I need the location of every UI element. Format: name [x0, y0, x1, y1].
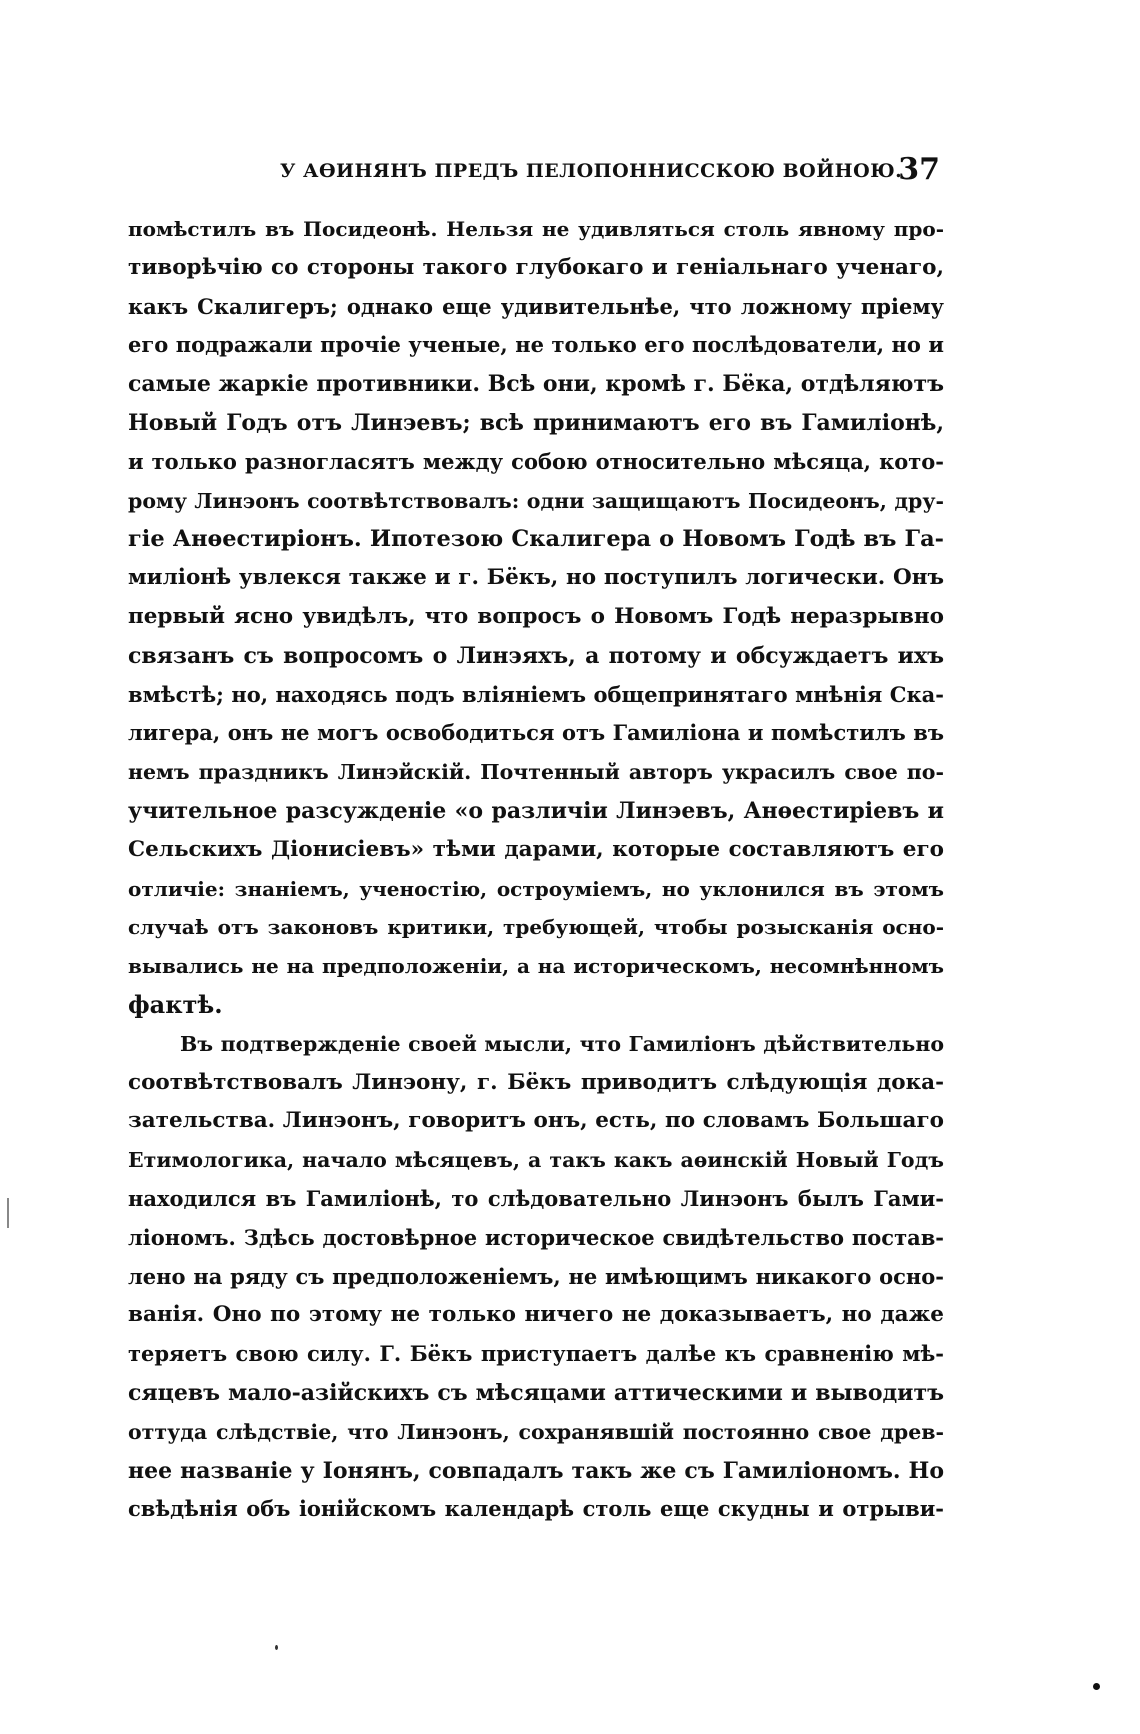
text-line: гіе Анѳестиріонъ. Ипотезою Скалигера о Новомъ Годѣ въ Га-: [128, 526, 944, 553]
scan-margin-mark: [7, 1198, 9, 1228]
text-line: ванія. Оно по этому не только ничего не доказываетъ, но даже: [128, 1302, 944, 1328]
text-line: Етимологика, начало мѣсяцевъ, а такъ какъ аѳинскій Новый Годъ: [128, 1148, 944, 1173]
text-line: помѣстилъ въ Посидеонѣ. Нельзя не удивляться столь явному про-: [128, 217, 944, 241]
running-title: У АѲИНЯНЪ ПРЕДЪ ПЕЛОПОННИССКОЮ ВОЙНОЮ.: [280, 160, 903, 182]
text-line: тиворѣчію со стороны такого глубокаго и геніальнаго ученаго,: [128, 254, 944, 280]
body-text: [128, 210, 944, 1529]
text-line: фактѣ.: [128, 989, 223, 1019]
text-line: оттуда слѣдствіе, что Линэонъ, сохранявшій постоянно свое древ-: [128, 1419, 944, 1444]
text-line: Новый Годъ отъ Линэевъ; всѣ принимаютъ его въ Гамиліонѣ,: [128, 409, 944, 436]
text-line: вывались не на предположеніи, а на историческомъ, несомнѣнномъ: [128, 954, 944, 979]
text-line: зательства. Линэонъ, говоритъ онъ, есть, по словамъ Большаго: [128, 1108, 944, 1134]
page-header: [280, 152, 940, 192]
text-line: отличіе: знаніемъ, ученостію, остроуміемъ, но уклонился въ этомъ: [128, 876, 944, 901]
text-line: учительное разсужденіе «о различіи Линэевъ, Анѳестиріевъ и: [128, 797, 944, 824]
text-line: самые жаркіе противники. Всѣ они, кромѣ г. Бёка, отдѣляютъ: [128, 371, 944, 398]
text-line: случаѣ отъ законовъ критики, требующей, чтобы розысканія осно-: [128, 915, 944, 940]
text-line: и только разногласятъ между собою относительно мѣсяца, кото-: [128, 448, 944, 474]
scan-speck: [1093, 1683, 1100, 1690]
paragraph-first-line: Въ подтвержденіе своей мысли, что Гамиліонъ дѣйствительно: [180, 1031, 944, 1056]
text-line: ліономъ. Здѣсь достовѣрное историческое свидѣтельство постав-: [128, 1224, 944, 1250]
text-line: соотвѣтствовалъ Линэону, г. Бёкъ приводитъ слѣдующія дока-: [128, 1069, 944, 1095]
page-number: 37: [898, 152, 940, 187]
text-line: связанъ съ вопросомъ о Линэяхъ, а потому и обсуждаетъ ихъ: [128, 642, 944, 669]
text-line: его подражали прочіе ученые, не только его послѣдователи, но и: [128, 332, 944, 358]
text-line: немъ праздникъ Линэйскій. Почтенный авторъ украсилъ свое по-: [128, 760, 944, 785]
text-line: какъ Скалигеръ; однако еще удивительнѣе, что ложному пріему: [128, 293, 944, 319]
text-line: первый ясно увидѣлъ, что вопросъ о Новомъ Годѣ неразрывно: [128, 603, 944, 629]
text-line: сяцевъ мало-азійскихъ съ мѣсяцами аттическими и выводитъ: [128, 1379, 944, 1406]
text-line: вмѣстѣ; но, находясь подъ вліяніемъ общепринятаго мнѣнія Ска-: [128, 681, 944, 707]
text-line: миліонѣ увлекся также и г. Бёкъ, но поступилъ логически. Онъ: [128, 565, 944, 591]
text-line: находился въ Гамиліонѣ, то слѣдовательно Линэонъ былъ Гами-: [128, 1185, 944, 1211]
scan-speck: [275, 1645, 278, 1650]
text-line: свѣдѣнія объ іонійскомъ календарѣ столь еще скудны и отрыви-: [128, 1496, 944, 1522]
text-line: лено на ряду съ предположеніемъ, не имѣющимъ никакого осно-: [128, 1263, 944, 1289]
text-line: рому Линэонъ соотвѣтствовалъ: одни защищаютъ Посидеонъ, дру-: [128, 488, 944, 513]
text-line: теряетъ свою силу. Г. Бёкъ приступаетъ далѣе къ сравненію мѣ-: [128, 1341, 944, 1367]
text-line: Сельскихъ Діонисіевъ» тѣми дарами, которые составляютъ его: [128, 836, 944, 862]
text-line: лигера, онъ не могъ освободиться отъ Гамиліона и помѣстилъ въ: [128, 720, 944, 746]
text-line: нее названіе у Іонянъ, совпадалъ такъ же съ Гамиліономъ. Но: [128, 1457, 944, 1484]
